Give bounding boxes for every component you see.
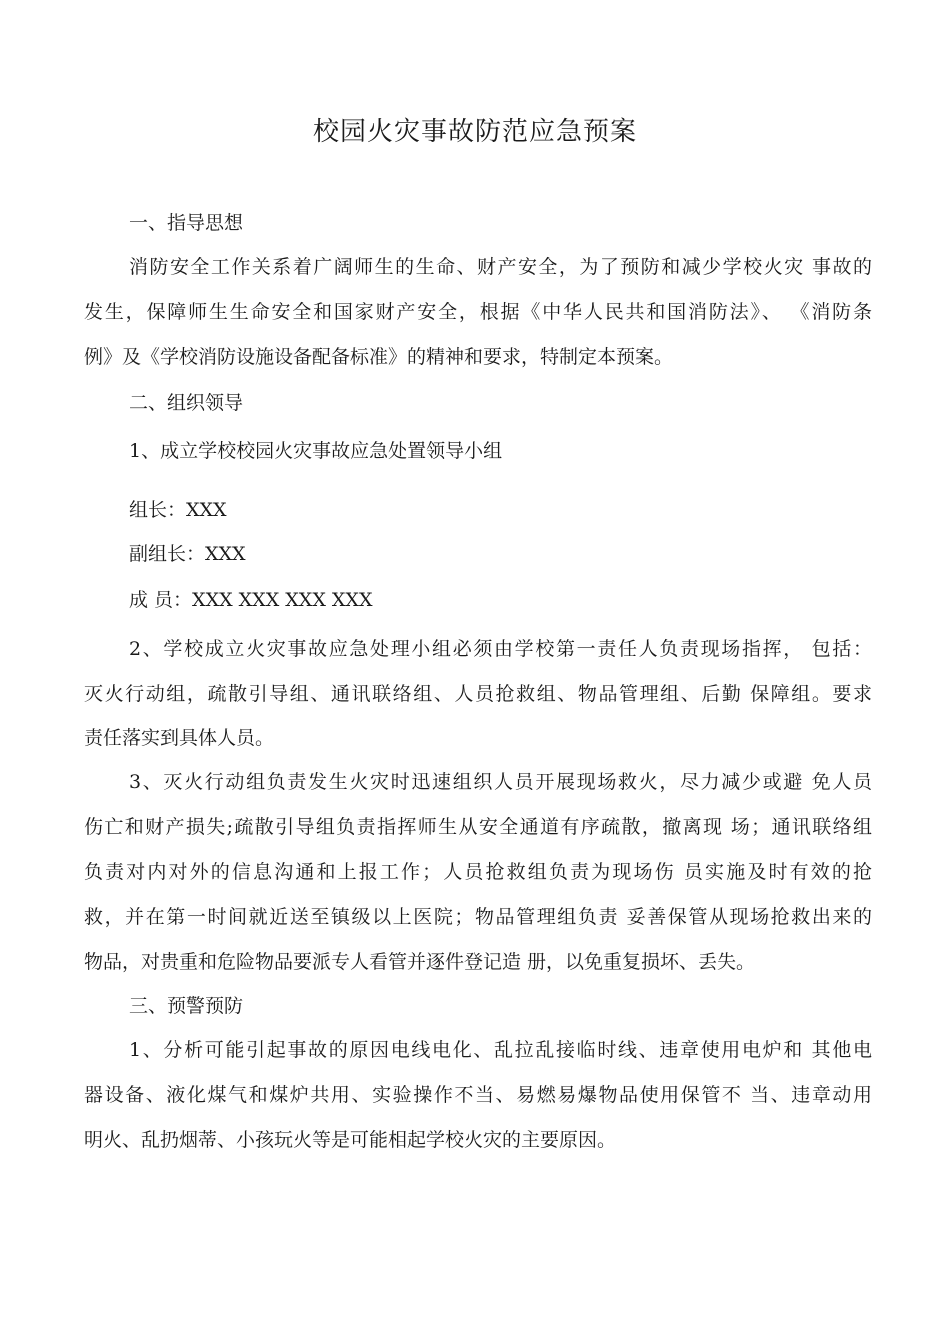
- document-title: 校园火灾事故防范应急预案: [312, 117, 637, 147]
- paragraph-line: 2、学校成立火灾事故应急处理小组必须由学校第一责任人负责现场指挥， 包括：: [129, 638, 872, 660]
- paragraph-line: 责任落实到具体人员。: [84, 727, 275, 749]
- deputy-leader-line: 副组长：XXX: [129, 543, 246, 565]
- paragraph-line: 负责对内对外的信息沟通和上报工作；人员抢救组负责为现场伤 员实施及时有效的抢: [84, 861, 872, 883]
- paragraph-line: 明火、乱扔烟蒂、小孩玩火等是可能相起学校火灾的主要原因。: [84, 1129, 617, 1151]
- section-heading-organization: 二、组织领导: [129, 392, 244, 414]
- paragraph-line: 1、分析可能引起事故的原因电线电化、乱拉乱接临时线、违章使用电炉和 其他电: [129, 1039, 872, 1061]
- paragraph-line: 物品，对贵重和危险物品要派专人看管并逐件登记造 册，以免重复损坏、丢失。: [84, 951, 756, 973]
- paragraph-line: 救，并在第一时间就近送至镇级以上医院；物品管理组负责 妥善保管从现场抢救出来的: [84, 906, 872, 928]
- section-heading-guiding-thought: 一、指导思想: [129, 212, 244, 234]
- paragraph-line: 灭火行动组，疏散引导组、通讯联络组、人员抢救组、物品管理组、后勤 保障组。要求: [84, 683, 872, 705]
- section-heading-warning: 三、预警预防: [129, 995, 244, 1017]
- paragraph-line: 伤亡和财产损失;疏散引导组负责指挥师生从安全通道有序疏散，撤离现 场；通讯联络组: [84, 816, 872, 838]
- leader-line: 组长：XXX: [129, 499, 227, 521]
- paragraph-line: 器设备、液化煤气和煤炉共用、实验操作不当、易燃易爆物品使用保管不 当、违章动用: [84, 1084, 872, 1106]
- paragraph-line: 消防安全工作关系着广阔师生的生命、财产安全，为了预防和减少学校火灾 事故的: [129, 256, 872, 278]
- paragraph-line: 例》及《学校消防设施设备配备标准》的精神和要求，特制定本预案。: [84, 346, 674, 368]
- paragraph-line: 3、灭火行动组负责发生火灾时迅速组织人员开展现场救火，尽力减少或避 免人员: [129, 771, 872, 793]
- list-item-leading-group: 1、成立学校校园火灾事故应急处置领导小组: [129, 440, 503, 462]
- members-line: 成 员：XXX XXX XXX XXX: [129, 589, 373, 611]
- paragraph-line: 发生，保障师生生命安全和国家财产安全，根据《中华人民共和国消防法》、 《消防条: [84, 301, 872, 323]
